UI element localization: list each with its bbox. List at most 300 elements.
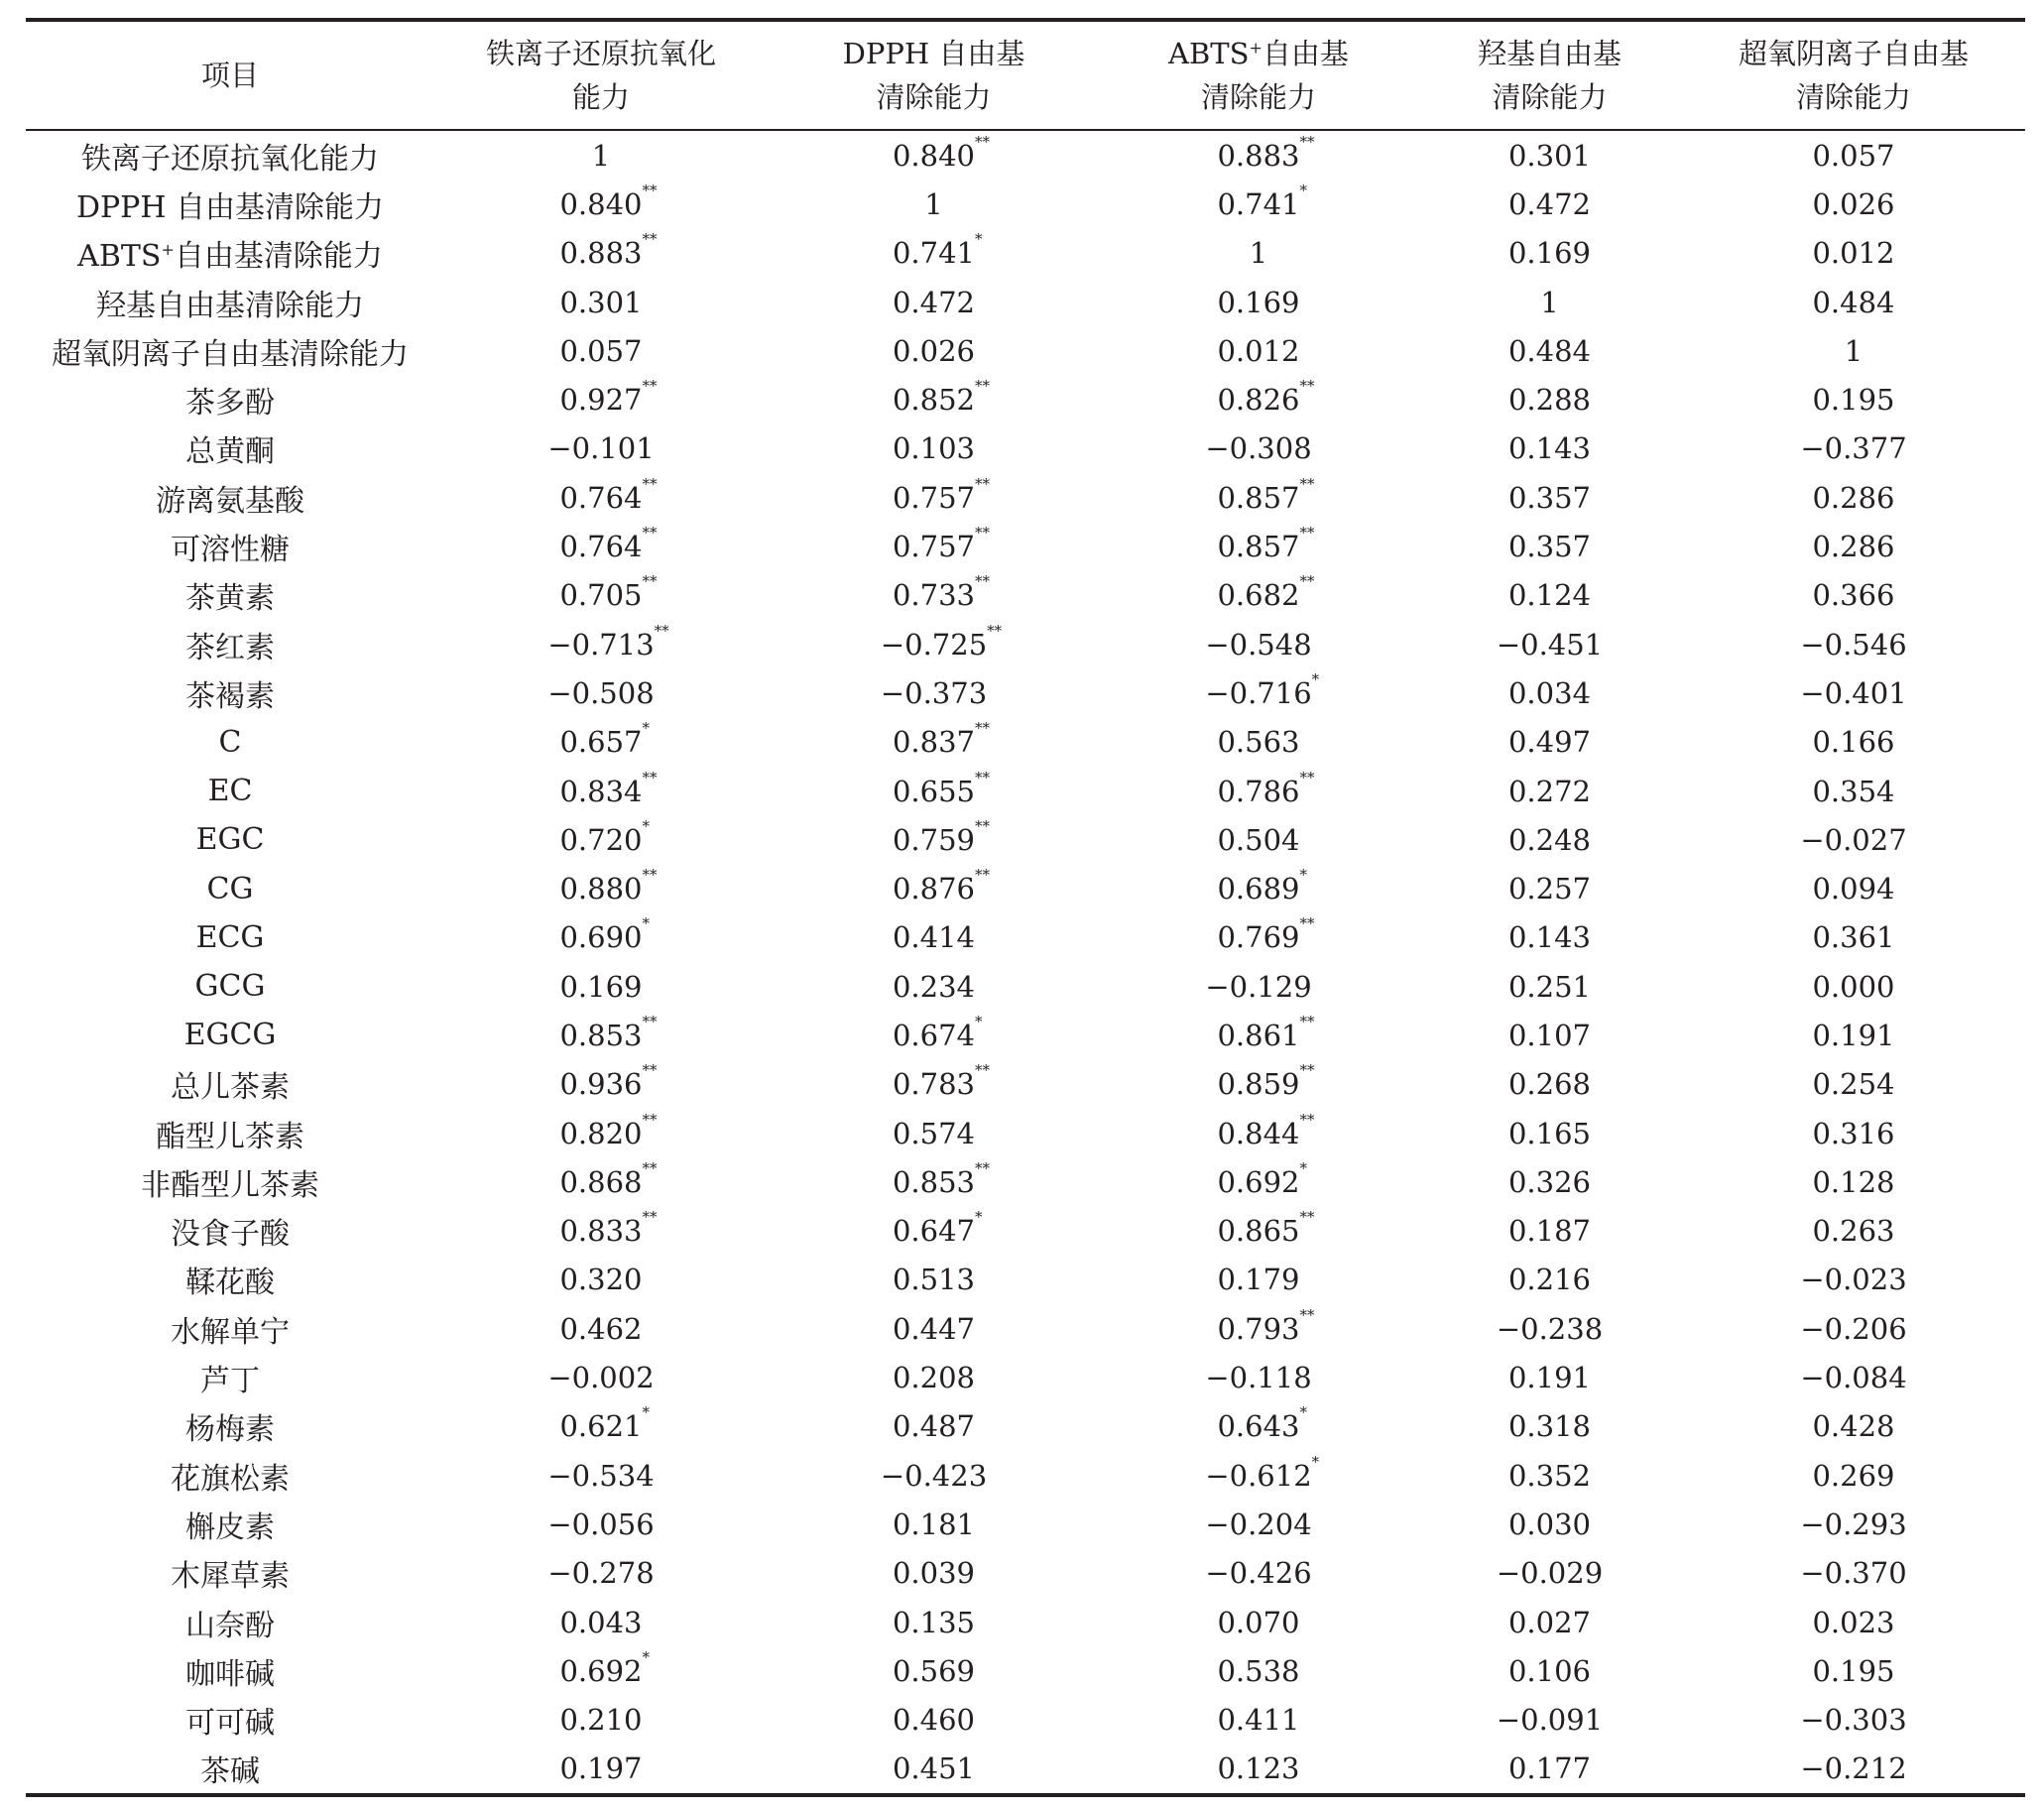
cell-value: −0.308 bbox=[1205, 431, 1312, 466]
column-header-line: 超氧阴离子自由基 bbox=[1738, 37, 1969, 70]
cell-value: 0.447 bbox=[892, 1311, 976, 1346]
row-label: 茶褐素 bbox=[185, 678, 275, 714]
table-cell bbox=[434, 1011, 768, 1059]
cell-value: 0.210 bbox=[559, 1703, 643, 1738]
significance-mark: ** bbox=[975, 524, 991, 543]
cell-value: 0.177 bbox=[1507, 1751, 1592, 1786]
table-cell bbox=[768, 620, 1100, 668]
cell-value: −0.084 bbox=[1800, 1361, 1907, 1395]
cell-value: 0.497 bbox=[1507, 725, 1592, 760]
table-cell bbox=[434, 1696, 768, 1745]
cell-value: 0.936 bbox=[559, 1067, 643, 1102]
significance-mark: * bbox=[642, 1403, 651, 1422]
cell-value: 0.191 bbox=[1507, 1361, 1592, 1395]
cell-value: 0.216 bbox=[1507, 1263, 1592, 1297]
significance-mark: ** bbox=[642, 474, 658, 493]
table-cell bbox=[434, 962, 768, 1011]
cell-value: 0.169 bbox=[1507, 236, 1592, 271]
table-cell bbox=[768, 1745, 1100, 1795]
cell-value: 0.023 bbox=[1812, 1605, 1895, 1639]
cell-value: 0.690 bbox=[559, 920, 643, 955]
table-row bbox=[26, 1304, 2025, 1353]
column-header-line: ABTS+自由基 bbox=[1168, 37, 1349, 70]
table-cell bbox=[1417, 767, 1682, 815]
cell-value: 0.563 bbox=[1217, 725, 1300, 760]
cell-value: 0.208 bbox=[892, 1361, 976, 1395]
table-cell bbox=[1682, 1256, 2025, 1304]
table-row bbox=[26, 278, 2025, 326]
cell-value: 0.487 bbox=[892, 1409, 976, 1444]
cell-value: 0.513 bbox=[892, 1263, 976, 1297]
cell-value: 0.411 bbox=[1217, 1703, 1300, 1738]
table-cell bbox=[1682, 1060, 2025, 1109]
cell-value: 0.135 bbox=[892, 1605, 976, 1639]
cell-value: 0.195 bbox=[1812, 383, 1895, 418]
column-header-2 bbox=[768, 20, 1100, 130]
cell-value: −0.451 bbox=[1496, 627, 1604, 662]
significance-mark: ** bbox=[642, 768, 658, 786]
cell-value: 0.263 bbox=[1812, 1214, 1895, 1249]
table-row bbox=[26, 1011, 2025, 1059]
cell-value: 0.647 bbox=[892, 1214, 976, 1249]
significance-mark: ** bbox=[1299, 572, 1315, 591]
cell-value: 0.757 bbox=[892, 480, 976, 515]
table-cell bbox=[1100, 1549, 1417, 1598]
cell-value: 0.301 bbox=[559, 285, 643, 319]
significance-mark: ** bbox=[975, 572, 991, 591]
cell-value: 0.826 bbox=[1217, 383, 1300, 418]
significance-mark: ** bbox=[642, 866, 658, 885]
row-label: 总黄酮 bbox=[185, 434, 275, 470]
table-cell bbox=[434, 1402, 768, 1451]
cell-value: 0.268 bbox=[1507, 1067, 1592, 1102]
significance-mark: ** bbox=[1299, 474, 1315, 493]
table-cell bbox=[434, 620, 768, 668]
table-cell bbox=[434, 522, 768, 570]
significance-mark: ** bbox=[1299, 914, 1315, 933]
cell-value: 0.039 bbox=[892, 1556, 976, 1591]
row-label: ABTS+自由基清除能力 bbox=[77, 239, 383, 275]
cell-value: 0.106 bbox=[1507, 1653, 1592, 1688]
table-cell bbox=[1417, 130, 1682, 180]
table-cell bbox=[768, 424, 1100, 473]
significance-mark: ** bbox=[642, 572, 658, 591]
table-cell bbox=[1100, 718, 1417, 767]
cell-value: 0.844 bbox=[1217, 1116, 1300, 1150]
row-label: 超氧阴离子自由基清除能力 bbox=[52, 336, 409, 372]
row-label: 茶多酚 bbox=[185, 386, 275, 422]
column-header-line: 羟基自由基 bbox=[1477, 37, 1622, 70]
table-cell bbox=[1682, 668, 2025, 717]
table-cell bbox=[434, 278, 768, 326]
significance-mark: ** bbox=[642, 230, 658, 249]
cell-value: −0.716 bbox=[1205, 675, 1312, 710]
cell-value: 0.783 bbox=[892, 1067, 976, 1102]
cell-value: 0.251 bbox=[1507, 969, 1592, 1004]
cell-value: 0.689 bbox=[1217, 872, 1300, 906]
cell-value: −0.546 bbox=[1800, 627, 1907, 662]
table-cell bbox=[1100, 767, 1417, 815]
table-cell bbox=[1100, 522, 1417, 570]
row-label: EGCG bbox=[183, 1018, 277, 1053]
table-row bbox=[26, 1549, 2025, 1598]
cell-value: 0.764 bbox=[559, 480, 643, 515]
table-cell bbox=[768, 1109, 1100, 1157]
table-cell bbox=[768, 571, 1100, 620]
cell-value: 0.043 bbox=[559, 1605, 643, 1639]
table-cell bbox=[1682, 1451, 2025, 1500]
row-label: 游离氨基酸 bbox=[156, 483, 304, 519]
cell-value: 0.094 bbox=[1812, 872, 1895, 906]
table-cell bbox=[1682, 767, 2025, 815]
cell-value: 0.070 bbox=[1217, 1605, 1300, 1639]
table-row bbox=[26, 375, 2025, 423]
table-cell bbox=[1682, 1402, 2025, 1451]
table-cell bbox=[768, 1157, 1100, 1206]
row-label: 茶红素 bbox=[185, 630, 275, 665]
table-row bbox=[26, 718, 2025, 767]
cell-value: 0.034 bbox=[1507, 675, 1592, 710]
table-cell bbox=[1100, 130, 1417, 180]
cell-value: 0.191 bbox=[1812, 1018, 1895, 1052]
table-cell bbox=[1682, 864, 2025, 912]
table-cell bbox=[1100, 815, 1417, 864]
column-header-0 bbox=[26, 20, 434, 130]
table-cell bbox=[768, 864, 1100, 912]
significance-mark: ** bbox=[642, 1158, 658, 1177]
table-cell bbox=[434, 1598, 768, 1646]
cell-value: 0.057 bbox=[559, 333, 643, 368]
row-label: 羟基自由基清除能力 bbox=[96, 288, 364, 323]
table-row bbox=[26, 1451, 2025, 1500]
cell-value: −0.023 bbox=[1800, 1263, 1907, 1297]
row-label: 茶碱 bbox=[200, 1754, 260, 1790]
significance-mark: ** bbox=[1299, 1305, 1315, 1324]
cell-value: 0.107 bbox=[1507, 1018, 1592, 1052]
significance-mark: * bbox=[642, 914, 651, 933]
cell-value: 0.357 bbox=[1507, 530, 1592, 564]
table-body bbox=[26, 130, 2025, 1795]
table-row bbox=[26, 1157, 2025, 1206]
row-label: 酯型儿茶素 bbox=[156, 1119, 304, 1154]
table-cell bbox=[1100, 1500, 1417, 1548]
table-cell bbox=[768, 1402, 1100, 1451]
table-cell bbox=[1682, 1011, 2025, 1059]
table-cell bbox=[768, 913, 1100, 962]
cell-value: 0.320 bbox=[559, 1263, 643, 1297]
table-cell bbox=[1100, 913, 1417, 962]
column-header-line: 清除能力 bbox=[1795, 80, 1911, 114]
table-cell bbox=[1100, 571, 1417, 620]
table-row bbox=[26, 1500, 2025, 1548]
table-cell bbox=[768, 815, 1100, 864]
cell-value: 0.857 bbox=[1217, 480, 1300, 515]
correlation-table bbox=[26, 18, 2025, 1797]
table-cell bbox=[434, 326, 768, 375]
significance-mark: ** bbox=[1299, 768, 1315, 786]
cell-value: 0.257 bbox=[1507, 872, 1592, 906]
cell-value: 0.181 bbox=[892, 1507, 976, 1541]
table-cell bbox=[1417, 1304, 1682, 1353]
significance-mark: ** bbox=[1299, 1061, 1315, 1080]
row-label: EGC bbox=[195, 822, 265, 858]
cell-value: 0.000 bbox=[1812, 969, 1895, 1004]
table-cell bbox=[434, 1353, 768, 1401]
table-cell bbox=[1417, 1109, 1682, 1157]
cell-value: 0.195 bbox=[1812, 1653, 1895, 1688]
table-cell bbox=[1417, 1549, 1682, 1598]
significance-mark: * bbox=[1311, 669, 1320, 688]
table-cell bbox=[1682, 1109, 2025, 1157]
cell-value: 0.705 bbox=[559, 578, 643, 613]
table-cell bbox=[768, 718, 1100, 767]
table-cell bbox=[768, 522, 1100, 570]
cell-value: 0.733 bbox=[892, 578, 976, 613]
cell-value: 0.361 bbox=[1812, 920, 1895, 955]
cell-value: −0.548 bbox=[1205, 627, 1312, 662]
table-cell bbox=[1682, 1696, 2025, 1745]
table-cell bbox=[434, 1304, 768, 1353]
cell-value: 1 bbox=[1540, 285, 1559, 319]
column-header-line: 项目 bbox=[200, 59, 259, 92]
cell-value: 0.859 bbox=[1217, 1067, 1300, 1102]
cell-value: −0.725 bbox=[880, 627, 988, 662]
table-cell bbox=[1100, 1598, 1417, 1646]
cell-value: 0.484 bbox=[1812, 285, 1895, 319]
cell-value: 0.169 bbox=[559, 969, 643, 1004]
table-cell bbox=[1417, 815, 1682, 864]
row-label: 总儿茶素 bbox=[171, 1070, 290, 1106]
significance-mark: ** bbox=[642, 1110, 658, 1129]
cell-value: 0.316 bbox=[1812, 1116, 1895, 1150]
cell-value: −0.303 bbox=[1800, 1703, 1907, 1738]
table-cell bbox=[434, 473, 768, 522]
significance-mark: ** bbox=[975, 377, 991, 396]
cell-value: 0.682 bbox=[1217, 578, 1300, 613]
significance-mark: ** bbox=[642, 1012, 658, 1030]
significance-mark: ** bbox=[1299, 132, 1315, 151]
table-cell bbox=[768, 668, 1100, 717]
significance-mark: * bbox=[1311, 1452, 1320, 1471]
table-cell bbox=[1682, 130, 2025, 180]
table-cell bbox=[768, 130, 1100, 180]
table-cell bbox=[1682, 1745, 2025, 1795]
cell-value: 0.741 bbox=[892, 236, 976, 271]
table-cell bbox=[434, 180, 768, 228]
cell-value: −0.027 bbox=[1800, 822, 1907, 857]
table-cell bbox=[434, 864, 768, 912]
cell-value: 0.286 bbox=[1812, 530, 1895, 564]
cell-value: −0.534 bbox=[547, 1458, 655, 1493]
table-cell bbox=[768, 326, 1100, 375]
cell-value: 0.880 bbox=[559, 872, 643, 906]
table-cell bbox=[434, 571, 768, 620]
table-cell bbox=[1417, 1207, 1682, 1256]
table-cell bbox=[434, 1060, 768, 1109]
row-label: 花旗松素 bbox=[171, 1461, 290, 1497]
table-cell bbox=[1682, 1304, 2025, 1353]
cell-value: 0.166 bbox=[1812, 725, 1895, 760]
table-cell bbox=[434, 229, 768, 278]
cell-value: −0.204 bbox=[1205, 1507, 1312, 1541]
cell-value: 0.248 bbox=[1507, 822, 1592, 857]
cell-value: −0.373 bbox=[880, 675, 988, 710]
cell-value: 0.286 bbox=[1812, 480, 1895, 515]
row-label: 咖啡碱 bbox=[185, 1656, 275, 1692]
table-cell bbox=[1417, 326, 1682, 375]
table-cell bbox=[1682, 571, 2025, 620]
table-cell bbox=[1100, 424, 1417, 473]
cell-value: −0.118 bbox=[1205, 1361, 1312, 1395]
significance-mark: ** bbox=[1299, 1012, 1315, 1030]
table-cell bbox=[1682, 522, 2025, 570]
row-label: 槲皮素 bbox=[185, 1509, 275, 1545]
cell-value: 0.187 bbox=[1507, 1214, 1592, 1249]
table-cell bbox=[1682, 326, 2025, 375]
table-cell bbox=[1417, 718, 1682, 767]
significance-mark: * bbox=[642, 816, 651, 835]
table-cell bbox=[1417, 180, 1682, 228]
row-label: CG bbox=[206, 871, 254, 906]
table-cell bbox=[434, 668, 768, 717]
table-cell bbox=[1417, 522, 1682, 570]
column-header-1 bbox=[434, 20, 768, 130]
table-cell bbox=[768, 1011, 1100, 1059]
cell-value: 0.853 bbox=[559, 1018, 643, 1052]
table-cell bbox=[768, 1500, 1100, 1548]
table-cell bbox=[1100, 326, 1417, 375]
table-row bbox=[26, 229, 2025, 278]
cell-value: −0.101 bbox=[547, 431, 655, 466]
table-row bbox=[26, 815, 2025, 864]
table-cell bbox=[434, 1549, 768, 1598]
table-cell bbox=[434, 1646, 768, 1695]
cell-value: 0.269 bbox=[1812, 1458, 1895, 1493]
row-label: ECG bbox=[195, 919, 265, 955]
table-cell bbox=[434, 767, 768, 815]
table-cell bbox=[434, 1451, 768, 1500]
cell-value: 0.124 bbox=[1507, 578, 1592, 613]
cell-value: −0.002 bbox=[547, 1361, 655, 1395]
table-row bbox=[26, 1696, 2025, 1745]
column-header-5 bbox=[1682, 20, 2025, 130]
cell-value: −0.370 bbox=[1800, 1556, 1907, 1591]
significance-mark: * bbox=[975, 230, 983, 249]
cell-value: −0.423 bbox=[880, 1458, 988, 1493]
row-label: DPPH 自由基清除能力 bbox=[75, 189, 385, 225]
cell-value: 0.574 bbox=[892, 1116, 976, 1150]
cell-value: 0.769 bbox=[1217, 920, 1300, 955]
table-row bbox=[26, 1256, 2025, 1304]
cell-value: 0.057 bbox=[1812, 138, 1895, 173]
cell-value: 0.834 bbox=[559, 774, 643, 808]
cell-value: 0.460 bbox=[892, 1703, 976, 1738]
table-cell bbox=[1100, 375, 1417, 423]
table-cell bbox=[1417, 424, 1682, 473]
row-label: EC bbox=[207, 774, 253, 808]
table-header bbox=[26, 20, 2025, 130]
cell-value: 0.234 bbox=[892, 969, 976, 1004]
cell-value: 0.538 bbox=[1217, 1653, 1300, 1688]
cell-value: −0.426 bbox=[1205, 1556, 1312, 1591]
table-cell bbox=[1682, 1353, 2025, 1401]
cell-value: −0.129 bbox=[1205, 969, 1312, 1004]
cell-value: 0.103 bbox=[892, 431, 976, 466]
cell-value: 0.820 bbox=[559, 1116, 643, 1150]
table-cell bbox=[768, 1549, 1100, 1598]
significance-mark: ** bbox=[975, 816, 991, 835]
cell-value: 0.504 bbox=[1217, 822, 1300, 857]
table-cell bbox=[1417, 1500, 1682, 1548]
cell-value: 0.484 bbox=[1507, 333, 1592, 368]
cell-value: 0.462 bbox=[559, 1311, 643, 1346]
cell-value: 0.840 bbox=[892, 138, 976, 173]
table-cell bbox=[1417, 1060, 1682, 1109]
table-cell bbox=[1100, 1451, 1417, 1500]
table-cell bbox=[1682, 1207, 2025, 1256]
row-label: 木犀草素 bbox=[171, 1559, 290, 1595]
table-cell bbox=[768, 1304, 1100, 1353]
row-label: C bbox=[218, 724, 242, 760]
table-row bbox=[26, 767, 2025, 815]
table-cell bbox=[768, 1256, 1100, 1304]
cell-value: 0.472 bbox=[892, 285, 976, 319]
row-label: 鞣花酸 bbox=[185, 1266, 275, 1301]
significance-mark: * bbox=[1299, 1158, 1308, 1177]
cell-value: 0.837 bbox=[892, 725, 976, 760]
significance-mark: * bbox=[975, 1208, 983, 1227]
table-cell bbox=[434, 1157, 768, 1206]
table-cell bbox=[1417, 1402, 1682, 1451]
cell-value: −0.713 bbox=[547, 627, 655, 662]
table-row bbox=[26, 1109, 2025, 1157]
table-cell bbox=[1100, 864, 1417, 912]
cell-value: 0.128 bbox=[1812, 1164, 1895, 1199]
significance-mark: ** bbox=[975, 474, 991, 493]
table-cell bbox=[434, 815, 768, 864]
table-cell bbox=[1100, 1256, 1417, 1304]
significance-mark: ** bbox=[975, 719, 991, 738]
table-cell bbox=[434, 913, 768, 962]
cell-value: 0.861 bbox=[1217, 1018, 1300, 1052]
cell-value: 0.692 bbox=[559, 1653, 643, 1688]
table-cell bbox=[768, 1207, 1100, 1256]
cell-value: 0.692 bbox=[1217, 1164, 1300, 1199]
cell-value: 0.451 bbox=[892, 1751, 976, 1786]
table-cell bbox=[768, 1646, 1100, 1695]
cell-value: 0.143 bbox=[1507, 431, 1592, 466]
row-label: 铁离子还原抗氧化能力 bbox=[81, 141, 379, 177]
table-cell bbox=[1100, 1011, 1417, 1059]
table-cell bbox=[1417, 1451, 1682, 1500]
table-row bbox=[26, 864, 2025, 912]
table-row bbox=[26, 1598, 2025, 1646]
cell-value: 1 bbox=[1844, 333, 1864, 368]
significance-mark: ** bbox=[642, 181, 658, 199]
table-cell bbox=[1417, 620, 1682, 668]
significance-mark: ** bbox=[642, 524, 658, 543]
cell-value: 0.027 bbox=[1507, 1605, 1592, 1639]
cell-value: 0.414 bbox=[892, 920, 976, 955]
table-cell bbox=[768, 278, 1100, 326]
table-cell bbox=[434, 130, 768, 180]
table-row bbox=[26, 571, 2025, 620]
column-header-line: 铁离子还原抗氧化 bbox=[485, 37, 716, 70]
table-row bbox=[26, 1353, 2025, 1401]
cell-value: 0.852 bbox=[892, 383, 976, 418]
column-header-line: DPPH 自由基 bbox=[842, 37, 1025, 70]
table-row bbox=[26, 326, 2025, 375]
